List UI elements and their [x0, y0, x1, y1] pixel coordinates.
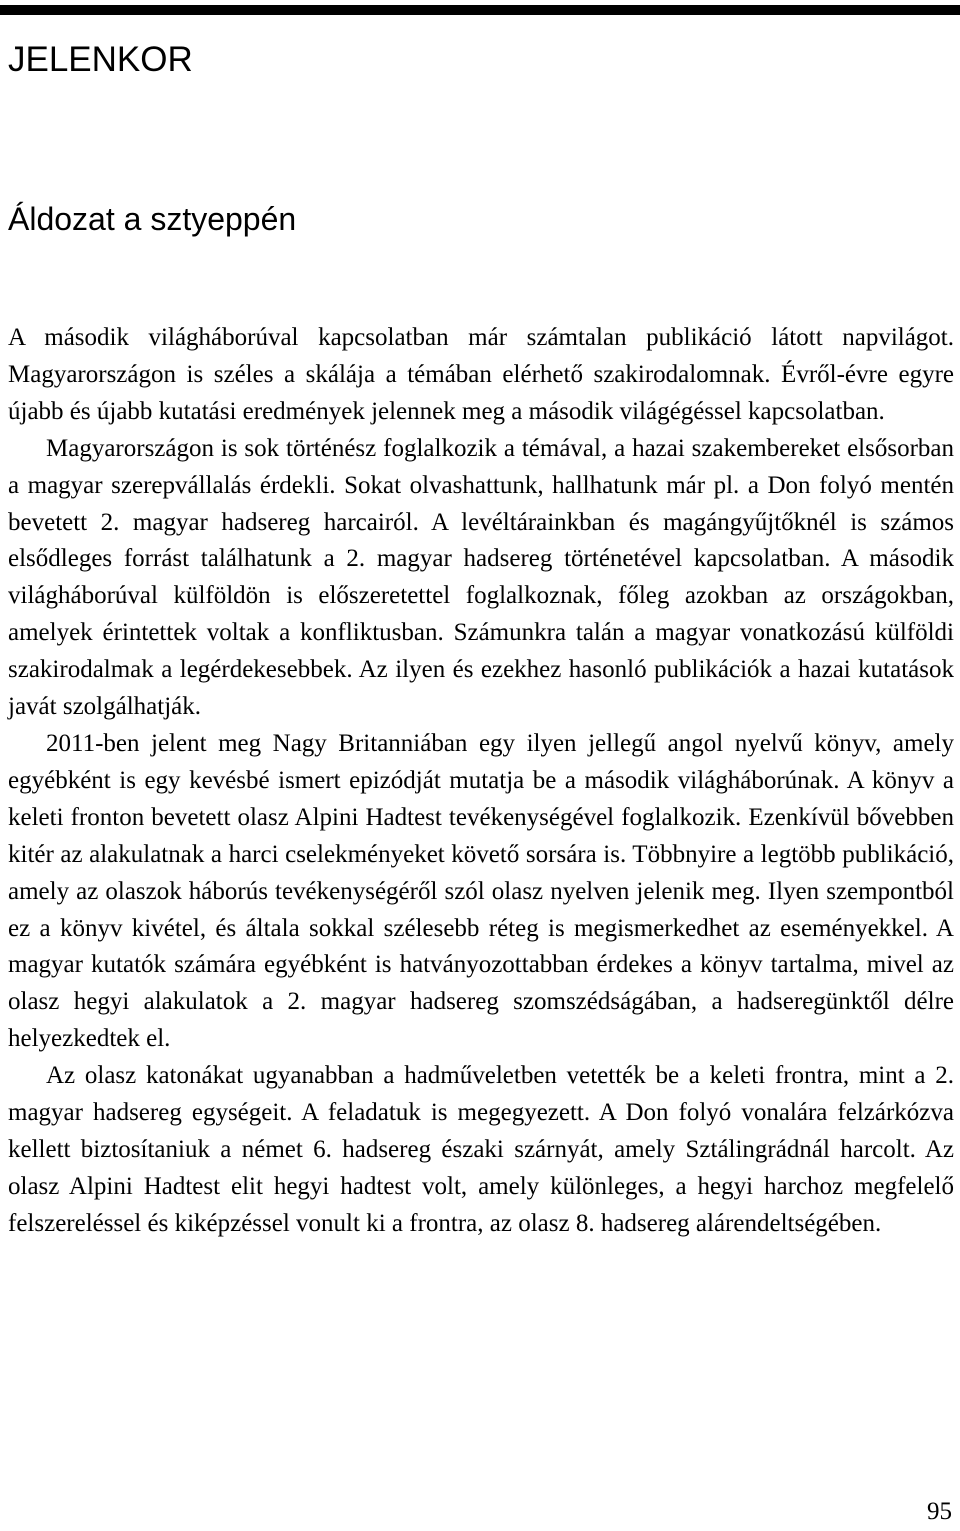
article-title: Áldozat a sztyeppén [8, 201, 297, 237]
top-rule [0, 5, 960, 15]
page-number: 95 [927, 1498, 952, 1525]
paragraph: Magyarországon is sok történész foglalkozik a témával, a hazai szakembereket elsősorban a magyar szerepvállalás érdekli. Sokat olvashattunk, hallhatunk már pl. a Don folyó mentén bevetett 2. magyar hadsereg harcairól. A levéltárainkban és magángyűjtőknél is számos elsődleges forrást találhatunk a 2. magyar hadsereg történetével kapcsolatban. A második világháborúval külföldön is előszeretettel foglalkoznak, főleg azokban az országokban, amelyek érintettek voltak a konfliktusban. Számunkra talán a magyar vonatkozású külföldi szakirodalmak a legérdekesebbek. Az ilyen és ezekhez hasonló publikációk a hazai kutatások javát szolgálhatják. [8, 434, 954, 721]
paragraph: Az olasz katonákat ugyanabban a hadműveletben vetették be a keleti frontra, mint a 2. magyar hadsereg egységeit. A feladatuk is megegyezett. A Don folyó vonalára felzárkózva kellett biztosítaniuk a német 6. hadsereg északi szárnyát, amely Sztálingrádnál harcolt. Az olasz Alpini Hadtest elit hegyi hadtest volt, amely különleges, a hegyi harchoz megfelelő felszereléssel és kiképzéssel vonult ki a frontra, az olasz 8. hadsereg alárendeltségében. [8, 1062, 954, 1237]
paragraph: A második világháborúval kapcsolatban már számtalan publikáció látott napvilágot. Magyarországon is széles a skálája a témában elérhető szakirodalomnak. Évről-évre egyre újabb és újabb kutatási eredmények jelennek meg a második világégéssel kapcsolatban. [8, 324, 954, 425]
article-body [8, 320, 954, 1243]
section-header: JELENKOR [8, 40, 193, 79]
paragraph: 2011-ben jelent meg Nagy Britanniában egy ilyen jellegű angol nyelvű könyv, amely egyébként is egy kevésbé ismert epizódját mutatja be a második világháborúnak. A könyv a keleti fronton bevetett olasz Alpini Hadtest tevékenységével foglalkozik. Ezenkívül bővebben kitér az alakulatnak a harci cselekményeket követő sorsára is. Többnyire a legtöbb publikáció, amely az olaszok háborús tevékenységéről szól olasz nyelven jelenik meg. Ilyen szempontból ez a könyv kivétel, és általa sokkal szélesebb réteg is megismerkedhet az eseményekkel. A magyar kutatók számára egyébként is hatványozottabban érdekes a könyv tartalma, mivel az olasz hegyi alakulatok a 2. magyar hadsereg szomszédságában, a hadseregünktől délre helyezkedtek el. [8, 729, 954, 1053]
